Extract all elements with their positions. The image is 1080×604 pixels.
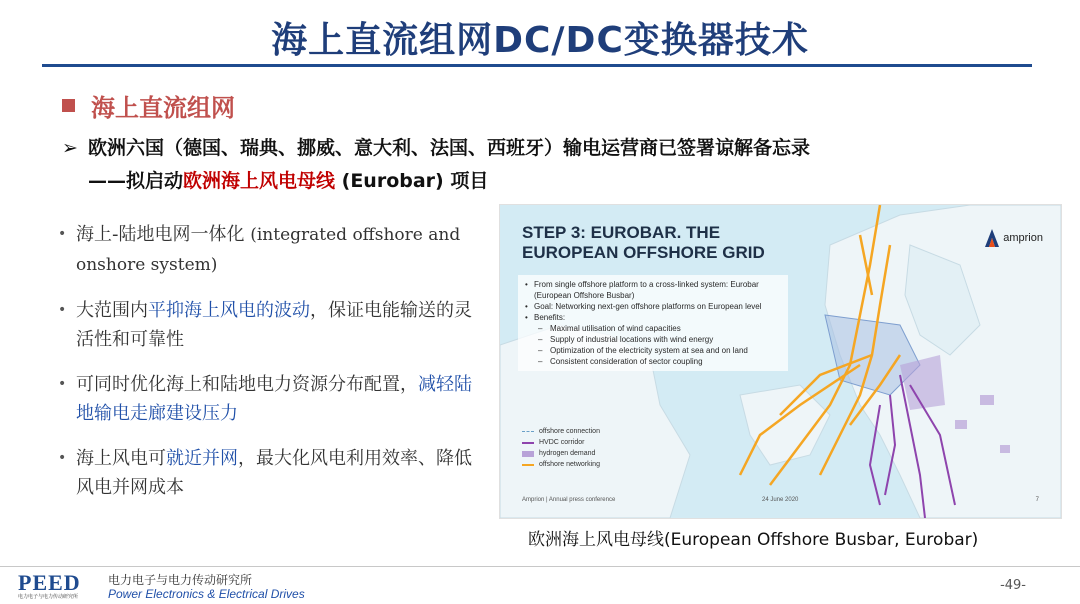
peed-logo-subtext: 电力电子与电力传动研究所 (18, 594, 79, 600)
benefit-item: – Maximal utilisation of wind capacities (524, 323, 782, 334)
legend-label: offshore networking (539, 461, 600, 468)
sub-point (88, 166, 488, 193)
amprion-brand (985, 229, 1043, 247)
arrow-point (62, 133, 810, 160)
legend-row (522, 448, 600, 459)
peed-logo-text: PEED (18, 570, 81, 595)
benefit-item: – Supply of industrial locations with wind energy (524, 334, 782, 345)
bullet-dot-icon: • (58, 226, 67, 242)
bullet-list (56, 220, 484, 518)
eurobar-map-figure (499, 204, 1062, 519)
bullet-text: ，最大化风电利用效率、降低风电并网成本 (76, 448, 472, 498)
map-footer-page: 7 (1035, 497, 1039, 503)
benefit-item: – Optimization of the electricity system at sea and on land (524, 345, 782, 356)
legend-swatch (522, 431, 534, 432)
bullet-text: 可同时优化海上和陆地电力资源分布配置， (76, 374, 418, 395)
map-footer-source: Amprion | Annual press conference (522, 497, 616, 503)
legend-label: hydrogen demand (539, 450, 596, 457)
peed-logo (18, 570, 81, 600)
page-number: -49- (1000, 578, 1026, 593)
square-bullet-icon (62, 99, 75, 112)
slide-title: 海上直流组网DC/DC变换器技术 (271, 20, 809, 61)
legend-swatch (522, 442, 534, 444)
amprion-logo-icon (985, 229, 999, 247)
bullet-text: 大范围内 (76, 300, 148, 321)
legend-swatch (522, 464, 534, 466)
bullet-item (56, 370, 484, 428)
legend-label: offshore connection (539, 428, 600, 435)
bullet-text: 海上风电可 (76, 448, 166, 469)
bullet-highlight: 就近并网 (166, 448, 238, 469)
institute-name-en: Power Electronics & Electrical Drives (108, 587, 305, 601)
bullet-dot-icon: • (58, 302, 67, 318)
legend-row (522, 426, 600, 437)
bullet-highlight: 减轻陆地输电走廊建设压力 (76, 374, 472, 424)
legend-row (522, 459, 600, 470)
legend-label: HVDC corridor (539, 439, 585, 446)
legend-swatch (522, 451, 534, 457)
bullet-highlight: 平抑海上风电的波动 (148, 300, 310, 321)
bullet-text: 海上-陆地电网一体化 (76, 224, 251, 245)
map-title (522, 223, 765, 263)
section-title: 海上直流组网 (91, 94, 235, 122)
bullet-dot-icon: • (58, 376, 67, 392)
bullet-dot-icon: • (58, 450, 67, 466)
map-info-box (518, 275, 788, 371)
sub-point-suffix: (Eurobar) 项目 (335, 170, 489, 192)
bullet-item (56, 296, 484, 354)
bullet-english: (integrated offshore and onshore system) (76, 225, 461, 275)
map-bullet: • Benefits: (524, 312, 782, 323)
legend-row (522, 437, 600, 448)
map-bullet: • From single offshore platform to a cross-linked system: Eurobar (European Offshore Busbar) (524, 279, 782, 301)
map-bullet: • Goal: Networking next-gen offshore platforms on European level (524, 301, 782, 312)
map-legend (522, 426, 600, 470)
arrow-point-text: 欧洲六国（德国、瑞典、挪威、意大利、法国、西班牙）输电运营商已签署谅解备忘录 (88, 137, 811, 159)
institute-name-cn: 电力电子与电力传动研究所 (108, 573, 253, 587)
title-divider (42, 64, 1032, 67)
figure-caption: 欧洲海上风电母线(European Offshore Busbar, Eurobar) (528, 530, 979, 550)
eurobar-highlight: 欧洲海上风电母线 (183, 170, 336, 192)
section-heading (62, 88, 235, 123)
footer-divider (0, 566, 1080, 567)
map-title-line: STEP 3: EUROBAR. THE (522, 223, 721, 242)
sub-point-prefix: ——拟启动 (88, 170, 184, 192)
bullet-item (56, 220, 484, 280)
bullet-item (56, 444, 484, 502)
map-footer-date: 24 June 2020 (762, 497, 799, 503)
benefit-item: – Consistent consideration of sector coupling (524, 356, 782, 367)
amprion-wordmark: amprion (1003, 232, 1043, 244)
map-title-line: EUROPEAN OFFSHORE GRID (522, 243, 765, 262)
bullet-text: ，保证电能输送的灵活性和可靠性 (76, 300, 472, 350)
arrow-bullet-icon: ➢ (62, 137, 78, 159)
